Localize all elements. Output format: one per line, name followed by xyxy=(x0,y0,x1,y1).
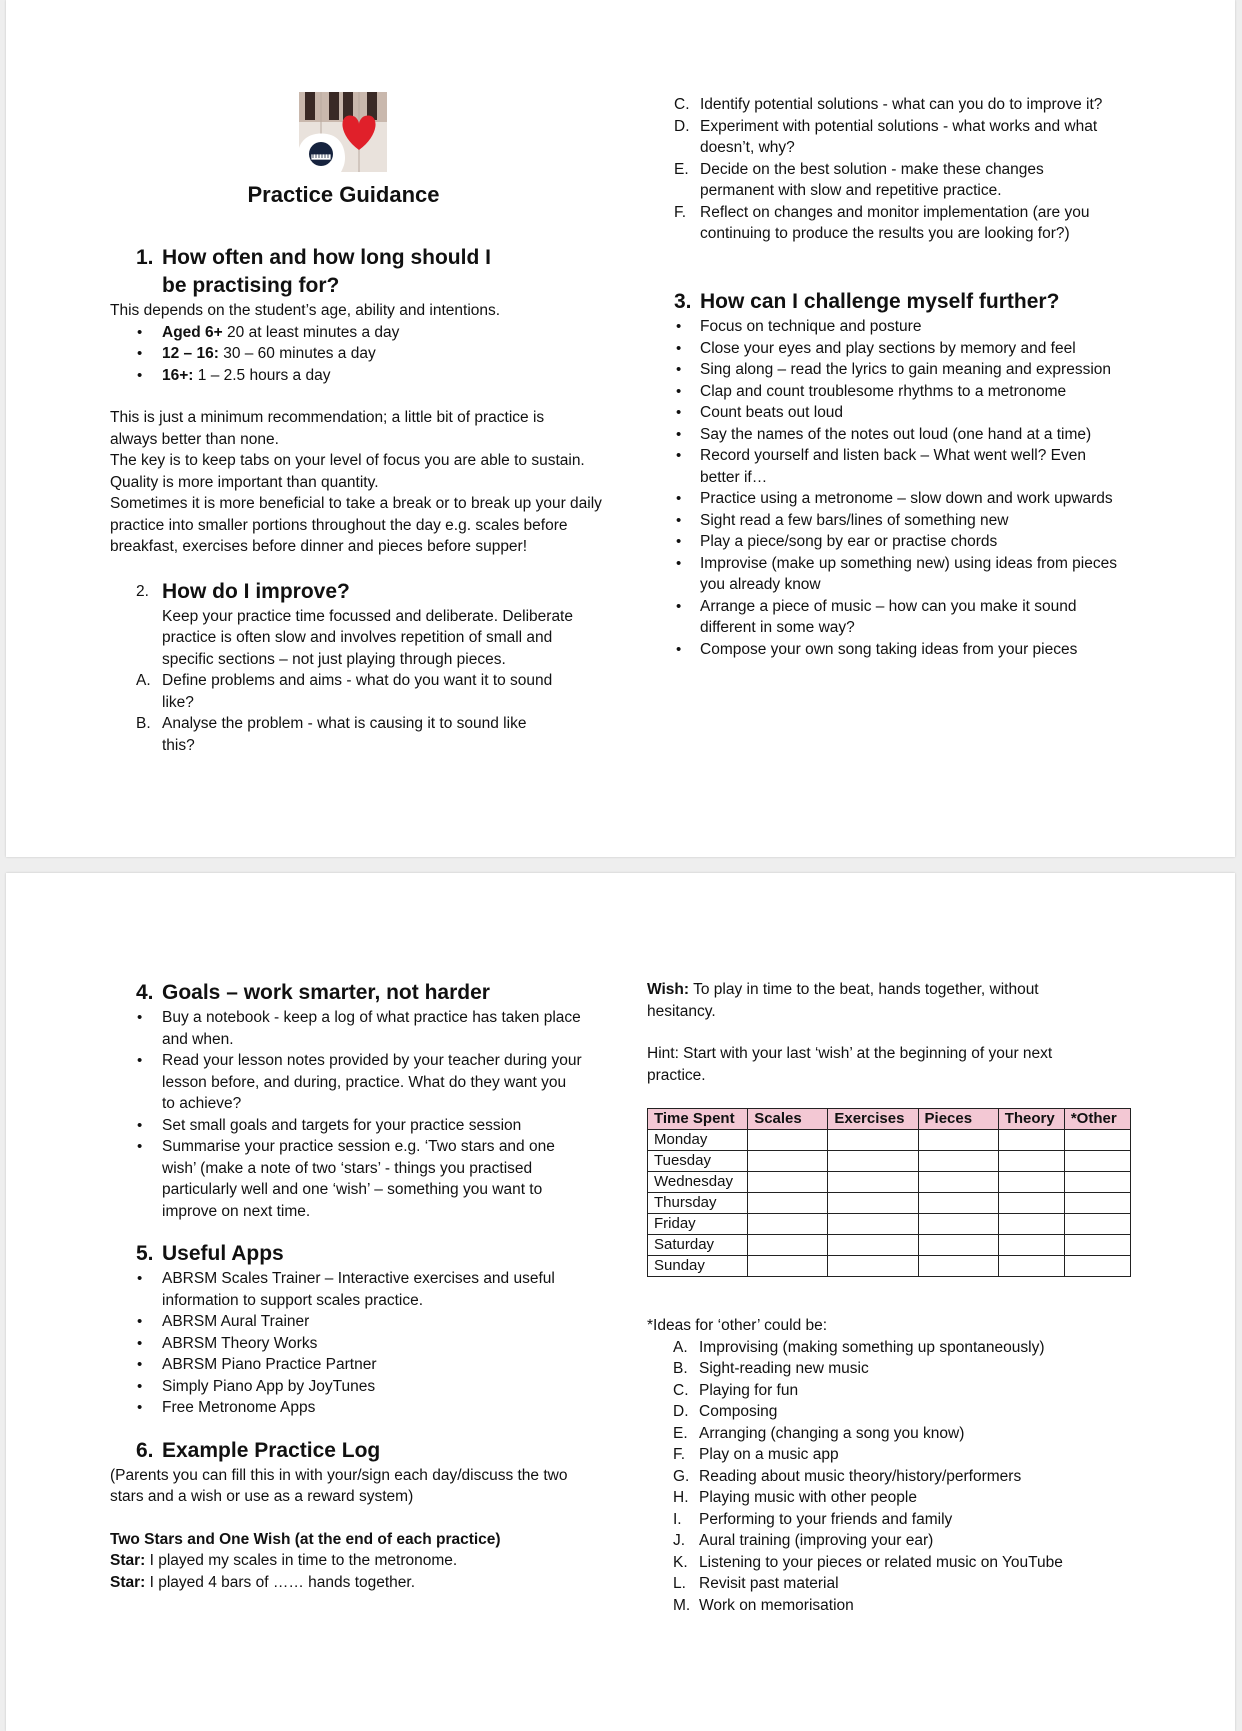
log-cell[interactable] xyxy=(828,1193,918,1214)
log-cell[interactable] xyxy=(918,1151,998,1172)
day-cell: Wednesday xyxy=(648,1172,748,1193)
document-page-2 xyxy=(6,873,1235,1731)
list-item: A. Define problems and aims - what do you want it to sound like? xyxy=(136,672,553,711)
table-row xyxy=(648,1235,1131,1256)
log-cell[interactable] xyxy=(998,1235,1064,1256)
column-header: Theory xyxy=(998,1109,1064,1130)
log-cell[interactable] xyxy=(748,1193,828,1214)
day-cell: Friday xyxy=(648,1214,748,1235)
list-item: E. Arranging (changing a song you know) xyxy=(673,1424,965,1442)
list-item: G. Reading about music theory/history/performers xyxy=(673,1467,1022,1485)
list-item: D. Composing xyxy=(673,1403,778,1420)
log-cell[interactable] xyxy=(998,1172,1064,1193)
day-cell: Monday xyxy=(648,1130,748,1151)
list-item: • 12 – 16: 30 – 60 minutes a day xyxy=(110,343,610,365)
star-line-2: Star: I played 4 bars of …… hands together. xyxy=(110,1573,416,1591)
improve-steps xyxy=(110,670,556,756)
list-item: • Clap and count troublesome rhythms to a metronome xyxy=(674,381,1142,403)
section-2-heading: 2. How do I improve? xyxy=(136,579,350,603)
list-item: D. Experiment with potential solutions - what works and what doesn’t, why? xyxy=(674,117,1098,156)
list-item: • Practice using a metronome – slow down and work upwards xyxy=(674,488,1142,510)
day-cell: Sunday xyxy=(648,1256,748,1277)
document-page-1 xyxy=(6,0,1235,857)
log-cell[interactable] xyxy=(748,1151,828,1172)
log-cell[interactable] xyxy=(1064,1214,1130,1235)
table-header-row xyxy=(648,1109,1131,1130)
log-cell[interactable] xyxy=(918,1130,998,1151)
list-item: • Free Metronome Apps xyxy=(110,1397,580,1419)
list-item: • ABRSM Theory Works xyxy=(110,1333,580,1355)
paragraph: The key is to keep tabs on your level of focus you are able to sustain. Quality is more important than quantity. xyxy=(110,452,585,491)
wish-line: Wish: To play in time to the beat, hands together, without hesitancy. xyxy=(647,981,1039,1020)
column-header: Scales xyxy=(748,1109,828,1130)
practice-log-table xyxy=(647,1108,1131,1277)
list-item: B. Analyse the problem - what is causing it to sound like this? xyxy=(136,715,527,754)
log-cell[interactable] xyxy=(748,1172,828,1193)
log-cell[interactable] xyxy=(998,1256,1064,1277)
column-header: *Other xyxy=(1064,1109,1130,1130)
log-cell[interactable] xyxy=(918,1193,998,1214)
table-row xyxy=(648,1256,1131,1277)
day-cell: Thursday xyxy=(648,1193,748,1214)
section-3-heading: 3. How can I challenge myself further? xyxy=(674,290,1060,313)
list-item: J. Aural training (improving your ear) xyxy=(673,1532,934,1549)
ideas-intro: *Ideas for ‘other’ could be: xyxy=(647,1317,828,1334)
log-cell[interactable] xyxy=(918,1235,998,1256)
log-cell[interactable] xyxy=(828,1256,918,1277)
list-item: • Summarise your practice session e.g. ‘Two stars and one wish’ (make a note of two ‘stars’ - things you practised particularly well and one ‘wish’ – something you want to improve on next time. xyxy=(110,1136,582,1222)
paragraph: Sometimes it is more beneficial to take a break or to break up your daily practice into smaller portions throughout the day e.g. scales before breakfast, exercises before dinner and pieces before supper! xyxy=(110,495,602,555)
day-cell: Saturday xyxy=(648,1235,748,1256)
list-item: • ABRSM Piano Practice Partner xyxy=(110,1354,580,1376)
section-1-heading: 1. How often and how long should I be practising for? xyxy=(136,246,491,297)
list-item: • Simply Piano App by JoyTunes xyxy=(110,1376,580,1398)
log-cell[interactable] xyxy=(828,1172,918,1193)
list-item: • Close your eyes and play sections by memory and feel xyxy=(674,338,1142,360)
log-cell[interactable] xyxy=(1064,1235,1130,1256)
log-cell[interactable] xyxy=(998,1130,1064,1151)
list-item: • Compose your own song taking ideas from your pieces xyxy=(674,639,1142,661)
log-cell[interactable] xyxy=(918,1214,998,1235)
list-item: • Sight read a few bars/lines of something new xyxy=(674,510,1142,532)
section-6-heading: 6. Example Practice Log xyxy=(136,1438,381,1462)
list-item: I. Performing to your friends and family xyxy=(673,1510,953,1528)
log-cell[interactable] xyxy=(998,1151,1064,1172)
apps-list xyxy=(110,1268,580,1419)
paragraph: This is just a minimum recommendation; a little bit of practice is always better than none. xyxy=(110,409,545,448)
ideas-list xyxy=(647,1337,1147,1617)
column-header: Pieces xyxy=(918,1109,998,1130)
list-item: C. Identify potential solutions - what can you do to improve it? xyxy=(674,96,1103,113)
list-item: • ABRSM Aural Trainer xyxy=(110,1311,580,1333)
list-item: • Improvise (make up something new) using ideas from pieces you already know xyxy=(674,553,1142,596)
list-item: • Buy a notebook - keep a log of what practice has taken place and when. xyxy=(110,1007,605,1050)
list-item: A. Improvising (making something up spontaneously) xyxy=(673,1338,1045,1356)
list-item: M. Work on memorisation xyxy=(673,1596,854,1614)
left-column xyxy=(110,979,610,1593)
list-item: • Focus on technique and posture xyxy=(674,316,1142,338)
list-item: C. Playing for fun xyxy=(673,1381,799,1399)
list-item: • Aged 6+ 20 at least minutes a day xyxy=(110,322,610,344)
log-cell[interactable] xyxy=(748,1235,828,1256)
section-6-intro: (Parents you can fill this in with your/sign each day/discuss the two stars and a wish or use as a reward system) xyxy=(110,1466,568,1505)
list-item: • 16+: 1 – 2.5 hours a day xyxy=(110,365,610,387)
list-item: • Count beats out loud xyxy=(674,402,1142,424)
log-cell[interactable] xyxy=(1064,1130,1130,1151)
log-cell[interactable] xyxy=(918,1256,998,1277)
list-item: • Set small goals and targets for your practice session xyxy=(110,1115,605,1137)
section-1 xyxy=(110,244,610,756)
section-5-heading: 5. Useful Apps xyxy=(136,1242,284,1265)
log-cell[interactable] xyxy=(1064,1256,1130,1277)
age-list xyxy=(110,322,610,387)
list-item: B. Sight-reading new music xyxy=(673,1360,869,1377)
goals-list xyxy=(110,1007,605,1222)
list-item: E. Decide on the best solution - make these changes permanent with slow and repetitive practice. xyxy=(674,160,1044,199)
section-3 xyxy=(674,288,1144,660)
log-cell[interactable] xyxy=(998,1193,1064,1214)
log-cell[interactable] xyxy=(918,1172,998,1193)
section-2-continued xyxy=(674,94,1144,245)
list-item: F. Play on a music app xyxy=(673,1446,839,1463)
challenge-list xyxy=(674,316,1142,660)
log-cell[interactable] xyxy=(828,1130,918,1151)
list-item: • Say the names of the notes out loud (one hand at a time) xyxy=(674,424,1142,446)
log-cell[interactable] xyxy=(1064,1172,1130,1193)
list-item: • Arrange a piece of music – how can you make it sound different in some way? xyxy=(674,596,1120,639)
list-item: H. Playing music with other people xyxy=(673,1489,917,1506)
piano-heart-logo xyxy=(299,92,387,172)
log-cell[interactable] xyxy=(748,1130,828,1151)
table-row xyxy=(648,1193,1131,1214)
section-4-heading: 4. Goals – work smarter, not harder xyxy=(136,981,490,1004)
table-row xyxy=(648,1172,1131,1193)
list-item: • Read your lesson notes provided by your teacher during your lesson before, and during, practice. What do they want you to achieve? xyxy=(110,1050,582,1115)
table-row xyxy=(648,1214,1131,1235)
document-title: Practice Guidance xyxy=(247,182,440,207)
log-cell[interactable] xyxy=(1064,1151,1130,1172)
right-column xyxy=(647,979,1147,1616)
list-item: • Play a piece/song by ear or practise chords xyxy=(674,531,1142,553)
log-cell[interactable] xyxy=(828,1151,918,1172)
table-row xyxy=(648,1130,1131,1151)
log-cell[interactable] xyxy=(1064,1193,1130,1214)
log-cell[interactable] xyxy=(828,1214,918,1235)
day-cell: Tuesday xyxy=(648,1151,748,1172)
list-item: • Sing along – read the lyrics to gain meaning and expression xyxy=(674,359,1142,381)
hint-line: Hint: Start with your last ‘wish’ at the beginning of your next practice. xyxy=(647,1045,1053,1084)
log-cell[interactable] xyxy=(998,1214,1064,1235)
log-cell[interactable] xyxy=(748,1256,828,1277)
column-header: Exercises xyxy=(828,1109,918,1130)
list-item: F. Reflect on changes and monitor implementation (are you continuing to produce the results you are looking for?) xyxy=(674,203,1090,242)
section-1-intro: This depends on the student’s age, ability and intentions. xyxy=(110,302,501,319)
column-header: Time Spent xyxy=(648,1109,748,1130)
two-stars-heading: Two Stars and One Wish (at the end of each practice) xyxy=(110,1530,501,1548)
list-item: K. Listening to your pieces or related music on YouTube xyxy=(673,1553,1063,1571)
table-row xyxy=(648,1151,1131,1172)
list-item: L. Revisit past material xyxy=(673,1575,839,1592)
log-cell[interactable] xyxy=(748,1214,828,1235)
section-2-intro: Keep your practice time focussed and deliberate. Deliberate practice is often slow and involves repetition of small and specific sections – not just playing through pieces. xyxy=(162,607,573,668)
log-cell[interactable] xyxy=(828,1235,918,1256)
list-item: • ABRSM Scales Trainer – Interactive exercises and useful information to support scales practice. xyxy=(110,1268,562,1311)
star-line-1: Star: I played my scales in time to the metronome. xyxy=(110,1552,458,1569)
list-item: • Record yourself and listen back – What went well? Even better if… xyxy=(674,445,1110,488)
